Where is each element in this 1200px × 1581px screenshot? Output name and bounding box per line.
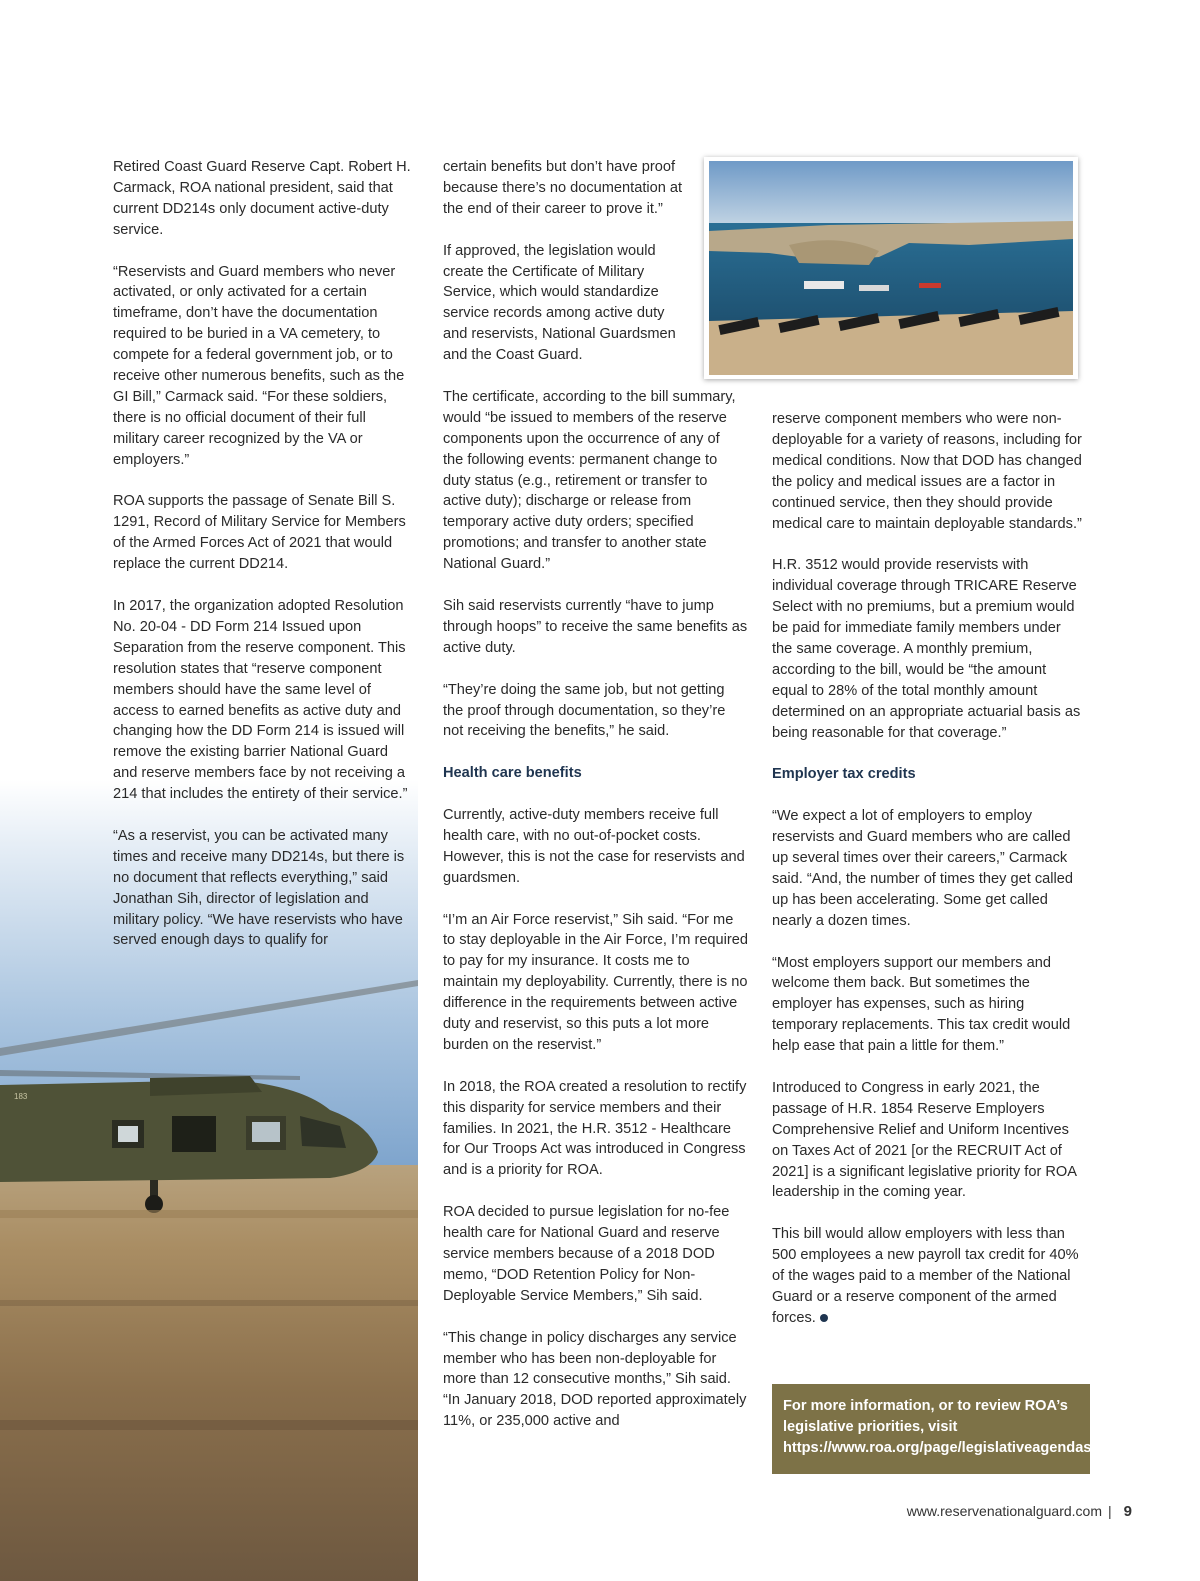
info-box — [772, 1384, 1096, 1474]
article-column-1 — [113, 157, 415, 972]
paragraph-final — [772, 1224, 1082, 1329]
paragraph: certain benefits but don’t have proof because there’s no documentation at the end of their career to prove it.” — [443, 159, 683, 217]
info-box-text: For more information, or to review ROA’s legislative priorities, visit https://www.roa.org/page/legislativeagendas. — [783, 1398, 1096, 1456]
paragraph: Sih said reservists currently “have to jump through hoops” to receive the same benefits as active duty. — [443, 597, 748, 656]
paragraph: reserve component members who were non-deployable for a variety of reasons, including for medical conditions. Now that DOD has changed the policy and medical issues are a factor in continued service, then they should provide medical care to maintain deployable standards.” — [772, 411, 1082, 532]
paragraph-text: This bill would allow employers with less than 500 employees a new payroll tax credit for 40% of the wages paid to a member of the National Guard or a reserve component of the armed forces. — [772, 1226, 1079, 1326]
paragraph: H.R. 3512 would provide reservists with individual coverage through TRICARE Reserve Select with no premiums, but a premium would be paid for immediate family members under the same coverage. A monthly premium, according to the bill, would be “the amount equal to 28% of the total monthly amount determined on an appropriate actuarial basis as being reasonable for that coverage.” — [772, 557, 1081, 741]
helicopter-tail-number: 183 — [14, 1092, 28, 1101]
section-heading-employer-tax: Employer tax credits — [772, 766, 916, 783]
end-mark-icon — [820, 1314, 828, 1322]
paragraph: “This change in policy discharges any service member who has been non-deployable for more than 12 consecutive months,” Sih said. “In January 2018, DOD reported approximately 11%, or 235,000 active and — [443, 1329, 747, 1430]
footer-url[interactable]: www.reservenationalguard.com — [906, 1503, 1103, 1519]
paragraph: “We expect a lot of employers to employ reservists and Guard members who are called up several times over their careers,” Carmack said. “And, the number of times they get called up has been accelerating. Some get called nearly a dozen times. — [772, 808, 1073, 929]
footer-separator: | — [1108, 1503, 1112, 1519]
paragraph: In 2017, the organization adopted Resolution No. 20-04 - DD Form 214 Issued upon Separation from the reserve component. This resolution states that “reserve component members should have the same level of access to earned benefits as active duty and changing how the DD Form 214 is issued will remove the existing barrier National Guard and reserve members face by not receiving a 214 that includes the entirety of their service.” — [113, 597, 408, 803]
paragraph: Currently, active-duty members receive full health care, with no out-of-pocket costs. However, this is not the case for reservists and guardsmen. — [443, 807, 745, 886]
paragraph: “As a reservist, you can be activated many times and receive many DD214s, but there is no document that reflects everything,” said Jonathan Sih, director of legislation and military policy. “We have reservists who have served enough days to qualify for — [113, 827, 405, 949]
paragraph: ROA decided to pursue legislation for no-fee health care for National Guard and reserve service members because of a 2018 DOD memo, “DOD Retention Policy for Non-Deployable Service Members,” Sih said. — [443, 1204, 730, 1304]
paragraph: Introduced to Congress in early 2021, the passage of H.R. 1854 Reserve Employers Comprehensive Relief and Uniform Incentives on Taxes Act of 2021 [or the RECRUIT Act of 2021] is a significant legislative priority for ROA leadership in the coming year. — [772, 1079, 1077, 1201]
paragraph: “I’m an Air Force reservist,” Sih said. “For me to stay deployable in the Air Force, I’m required to pay for my insurance. It costs me to maintain my deployability. Currently, there is no difference in the requirements between active duty and reservist, so this puts a lot more burden on the reservist.” — [443, 911, 749, 1053]
page-footer — [907, 1503, 1132, 1520]
harbor-illustration — [709, 161, 1073, 375]
harbor-photo — [704, 157, 1078, 379]
page-number: 9 — [1123, 1503, 1132, 1520]
paragraph: ROA supports the passage of Senate Bill S. 1291, Record of Military Service for Members of the Armed Forces Act of 2021 that would replace the current DD214. — [113, 493, 406, 573]
paragraph: “They’re doing the same job, but not getting the proof through documentation, so they’re not receiving the benefits,” he said. — [443, 681, 726, 740]
paragraph: If approved, the legislation would create the Certificate of Military Service, which would standardize service records among active duty and reservists, National Guardsmen and the Coast Guard. — [443, 242, 676, 364]
paragraph: “Reservists and Guard members who never activated, or only activated for a certain timeframe, don’t have the documentation required to be buried in a VA cemetery, to compete for a federal government job, or to receive other numerous benefits, such as the GI Bill,” Carmack said. “For these soldiers, there is no official document of their full military career recognized by the VA or employers.” — [113, 263, 405, 468]
article-column-3 — [772, 409, 1082, 1350]
paragraph: The certificate, according to the bill summary, would “be issued to members of the reserve components upon the occurrence of any of the following events: permanent change to duty status (e.g., retirement or transfer to active duty); discharge or release from temporary active duty orders; specified promotions; and transfer to another state National Guard.” — [443, 388, 736, 573]
section-heading-health-care: Health care benefits — [443, 765, 582, 782]
paragraph: Retired Coast Guard Reserve Capt. Robert H. Carmack, ROA national president, said that current DD214s only document active-duty service. — [113, 159, 411, 238]
paragraph: In 2018, the ROA created a resolution to rectify this disparity for service members and their families. In 2021, the H.R. 3512 - Healthcare for Our Troops Act was introduced in Congress and is a priority for ROA. — [443, 1078, 747, 1179]
paragraph: “Most employers support our members and welcome them back. But sometimes the employer has expenses, such as hiring temporary replacements. This tax credit would help ease that pain a little for them.” — [772, 954, 1071, 1055]
article-column-2 — [443, 157, 748, 1453]
